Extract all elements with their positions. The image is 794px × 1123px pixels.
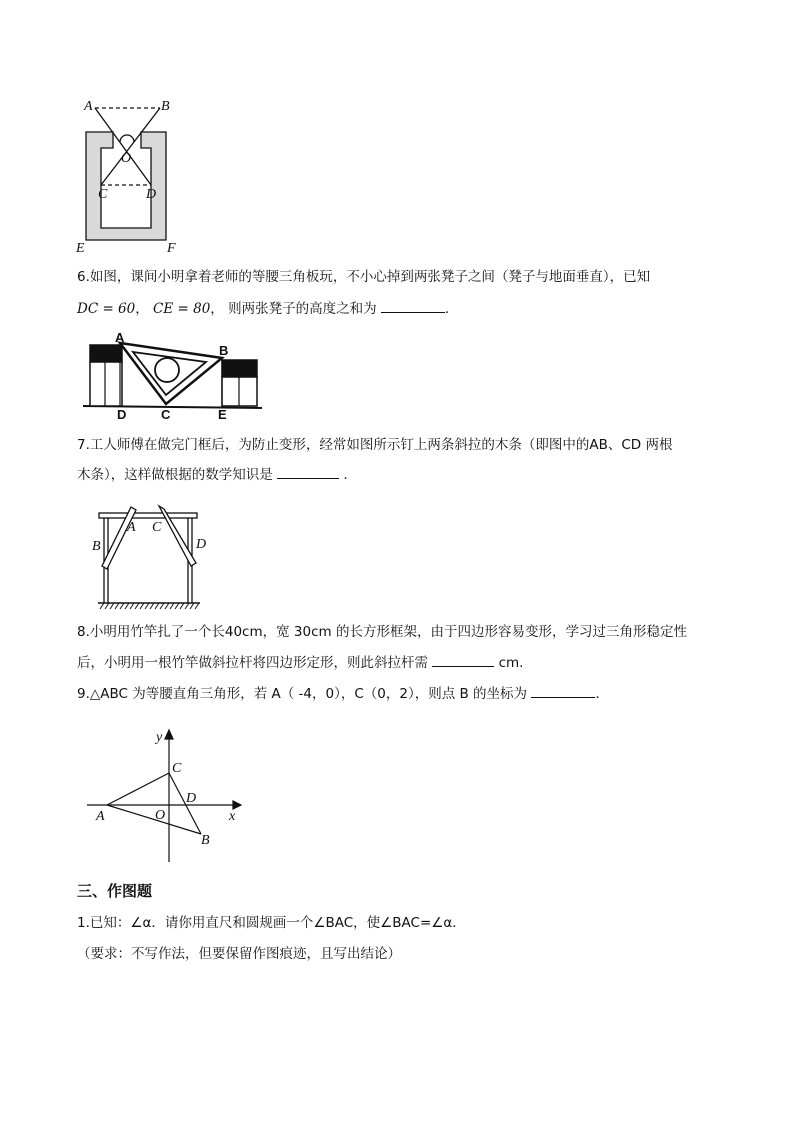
question-8-line2: 后，小明用一根竹竿做斜拉杆将四边形定形，则此斜拉杆需 cm. xyxy=(77,655,524,671)
label-C: C xyxy=(152,520,162,535)
label-D: D xyxy=(117,407,127,422)
figure-stools-triangle xyxy=(80,330,265,422)
label-E: E xyxy=(76,241,85,256)
label-B: B xyxy=(219,343,229,358)
stool-right-top xyxy=(222,360,257,377)
label-B: B xyxy=(92,539,101,554)
stool-left-top xyxy=(90,345,122,362)
label-A: A xyxy=(96,809,105,824)
label-A: A xyxy=(115,330,125,345)
label-E: E xyxy=(218,407,227,422)
section3-q1-line2: （要求：不写作法，但要保留作图痕迹，且写出结论） xyxy=(77,946,401,962)
q9-answer-blank[interactable] xyxy=(531,684,595,698)
figure-door-frame xyxy=(88,505,213,615)
figure-box-crossing xyxy=(70,95,200,260)
box-frame xyxy=(86,132,166,240)
label-C: C xyxy=(172,761,182,776)
label-D: D xyxy=(186,791,197,806)
floor-hatch xyxy=(100,603,199,609)
label-O: O xyxy=(155,808,166,823)
side-CB xyxy=(169,773,201,834)
label-C: C xyxy=(161,407,171,422)
q6-dc: DC = 60 xyxy=(77,301,136,317)
question-6-line1: 6.如图，课间小明拿着老师的等腰三角板玩，不小心掉到两张凳子之间（凳子与地面垂直），已知 xyxy=(77,269,651,285)
brace-cd xyxy=(159,506,196,566)
question-7-line1: 7.工人师傅在做完门框后，为防止变形，经常如图所示钉上两条斜拉的木条（即图中的AB、CD 两根 xyxy=(77,437,673,453)
side-AC xyxy=(107,773,169,805)
label-B: B xyxy=(161,99,170,114)
label-F: F xyxy=(167,241,176,256)
question-7-line2: 木条），这样做根据的数学知识是 . xyxy=(77,467,348,483)
question-9-line1: 9.△ABC 为等腰直角三角形，若 A（ -4，0），C（0，2），则点 B 的坐标为 . xyxy=(77,686,600,702)
label-x: x xyxy=(229,809,236,824)
label-B: B xyxy=(201,833,210,848)
q6-ce: CE = 80 xyxy=(153,301,211,317)
label-C: C xyxy=(98,187,108,202)
lintel xyxy=(99,513,197,518)
triangle-hole xyxy=(155,358,179,382)
angle-arc xyxy=(120,135,134,142)
label-y: y xyxy=(156,730,163,745)
q8-answer-blank[interactable] xyxy=(432,653,494,667)
figure-coordinate-plane xyxy=(84,725,249,865)
label-D: D xyxy=(196,537,207,552)
q6-tail: ， 则两张凳子的高度之和为 xyxy=(210,301,377,317)
brace-ab xyxy=(102,507,136,569)
question-6-line2: DC = 60， CE = 80， 则两张凳子的高度之和为 . xyxy=(77,301,450,317)
label-D: D xyxy=(146,187,157,202)
side-AB xyxy=(107,805,201,834)
y-arrow xyxy=(165,730,173,739)
x-arrow xyxy=(233,801,241,809)
section3-q1-line1: 1.已知：∠α．请你用直尺和圆规画一个∠BAC，使∠BAC=∠α． xyxy=(77,915,466,931)
label-O: O xyxy=(121,151,132,166)
label-A: A xyxy=(127,520,136,535)
q7-answer-blank[interactable] xyxy=(277,465,339,479)
stool-left xyxy=(90,362,122,406)
q6-answer-blank[interactable] xyxy=(381,299,445,313)
label-A: A xyxy=(84,99,93,114)
section-heading: 三、作图题 xyxy=(77,882,153,900)
question-8-line1: 8.小明用竹竿扎了一个长40cm，宽 30cm 的长方形框架，由于四边形容易变形，学习过三角形稳定性 xyxy=(77,624,687,640)
